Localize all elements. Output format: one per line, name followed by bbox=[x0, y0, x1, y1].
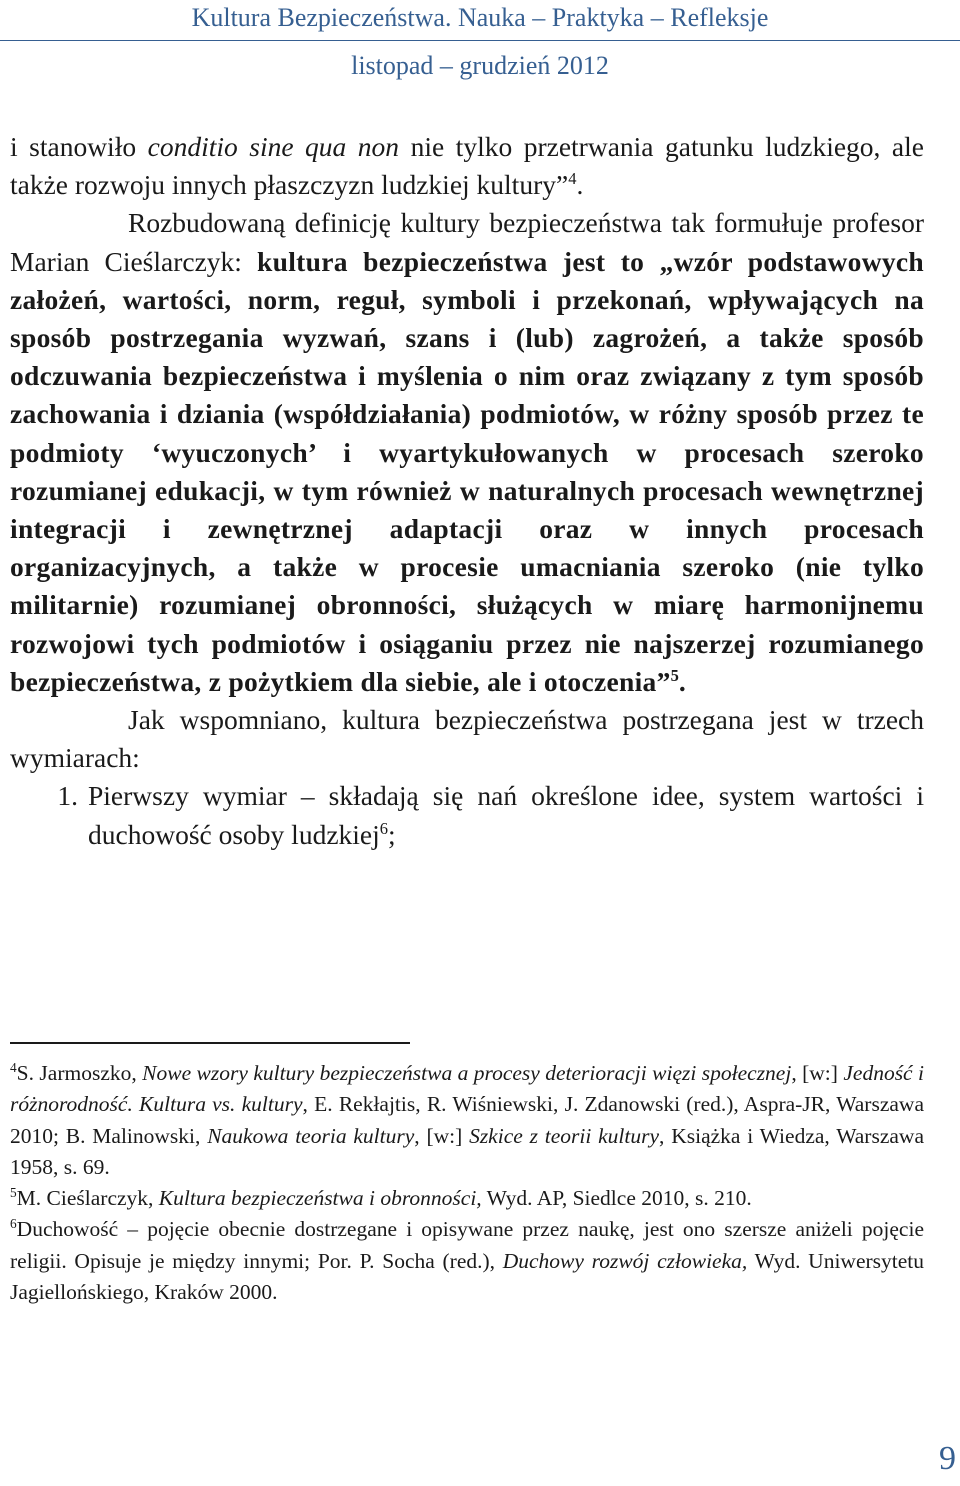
footnote-6 bbox=[10, 1214, 924, 1308]
footnote-5 bbox=[10, 1183, 924, 1214]
text-run: . bbox=[678, 665, 687, 697]
running-header bbox=[0, 0, 960, 94]
footnote-number: 5 bbox=[10, 1185, 17, 1201]
italic-title: Nowe wzory kultury bezpieczeństwa a procesy deterioracji więzi społecznej bbox=[142, 1061, 792, 1085]
issue-date: listopad – grudzień 2012 bbox=[351, 51, 609, 80]
italic-title: Duchowy rozwój człowieka, bbox=[502, 1248, 748, 1273]
italic-title: Naukowa teoria kultury bbox=[207, 1123, 415, 1148]
footnotes bbox=[10, 1058, 924, 1308]
text-run: Wyd. Uniwersytetu Jagiellońskiego, Kraków 2000. bbox=[10, 1248, 925, 1305]
italic-title: Jedność i różnorodność. Kultura vs. kultury bbox=[10, 1061, 924, 1117]
header-rule bbox=[0, 40, 960, 41]
footnote-ref[interactable]: 5 bbox=[670, 665, 679, 685]
paragraph-1 bbox=[10, 128, 924, 204]
text-run: i stanowiło bbox=[10, 131, 148, 162]
text-run: . bbox=[576, 169, 584, 201]
text-run: ; bbox=[388, 818, 396, 850]
text-run: , [w:] bbox=[791, 1061, 844, 1085]
italic-phrase: conditio sine qua non bbox=[147, 131, 400, 162]
main-text bbox=[10, 128, 924, 854]
footnote-ref[interactable]: 4 bbox=[568, 169, 577, 189]
text-run: nie tylko przetrwania gatunku ludzkiego, ale także rozwoju innych płaszczyzn ludzkiej kultury” bbox=[10, 131, 924, 201]
paragraph-2 bbox=[10, 204, 924, 701]
paragraph-3: Jak wspomniano, kultura bezpieczeństwa postrzegana jest w trzech wymiarach: bbox=[10, 704, 924, 774]
page-number: 9 bbox=[939, 1440, 956, 1477]
list-item-1 bbox=[10, 777, 924, 853]
italic-title: Kultura bezpieczeństwa i obronności, bbox=[158, 1186, 482, 1211]
text-run: S. Jarmoszko, bbox=[16, 1061, 143, 1085]
list-text bbox=[88, 777, 924, 853]
text-run: Rozbudowaną definicję kultury bezpieczeństwa tak formułuje profesor Marian Cieślarczyk: bbox=[10, 207, 924, 277]
text-run: M. Cieślarczyk, bbox=[16, 1186, 159, 1211]
text-run: Pierwszy wymiar – składają się nań określone idee, system wartości i duchowość osoby ludzkiej bbox=[88, 780, 924, 850]
journal-title: Kultura Bezpieczeństwa. Nauka – Praktyka – Refleksje bbox=[191, 3, 769, 32]
text-run: , E. Rekłajtis, R. Wiśniewski, J. Zdanowski (red.), Aspra-JR, Warszawa 2010; B. Malinowski, bbox=[10, 1092, 924, 1148]
list-number: 1. bbox=[57, 780, 78, 812]
footnote-4 bbox=[10, 1058, 924, 1183]
footnote-separator bbox=[10, 1042, 410, 1044]
text-run: , Książka i Wiedza, Warszawa 1958, s. 69. bbox=[10, 1123, 924, 1179]
footnote-ref[interactable]: 6 bbox=[379, 818, 389, 838]
italic-title: Szkice z teorii kultury bbox=[469, 1123, 660, 1148]
text-run: Duchowość – pojęcie obecnie dostrzegane i opisywane przez naukę, jest ono szersze aniżeli pojęcie religii. Opisuje je między innymi; Por. P. Socha (red.), bbox=[10, 1217, 924, 1273]
footnote-number: 4 bbox=[10, 1059, 17, 1075]
footnote-number: 6 bbox=[10, 1216, 17, 1232]
text-run: , [w:] bbox=[414, 1123, 470, 1148]
text-run: Wyd. AP, Siedlce 2010, s. 210. bbox=[481, 1186, 752, 1211]
definition-quote: kultura bezpieczeństwa jest to „wzór podstawowych założeń, wartości, norm, reguł, symboli i przekonań, wpływających na sposób postrzegania wyzwań, szans i (lub) zagrożeń, a także sposób odczuwania bezpieczeństwa i myślenia o nim oraz związany z tym sposób zachowania i dziania (współdziałania) podmiotów, w różny sposób przez te podmioty ‘wyuczonych’ i wyartykułowanych w procesach szeroko rozumianej edukacji, w tym również w naturalnych procesach wewnętrznej integracji i zewnętrznej adaptacji oraz w innych procesach organizacyjnych, a także w procesie umacniania szeroko (nie tylko militarnie) rozumianej obronności, służących w miarę harmonijnemu rozwojowi tych podmiotów i osiąganiu przez nie najszerzej rozumianego bezpieczeństwa, z pożytkiem dla siebie, ale i otoczenia” bbox=[10, 245, 925, 697]
